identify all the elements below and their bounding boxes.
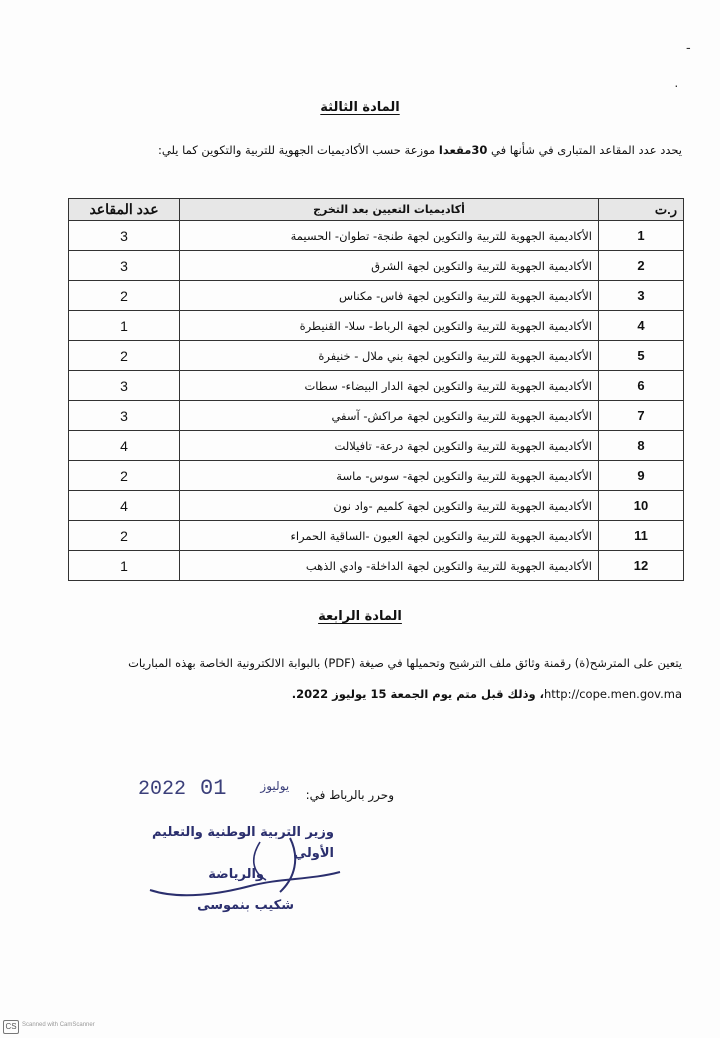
handwritten-signature <box>140 828 350 908</box>
deadline-text: ، وذلك قبل متم يوم الجمعة 15 يوليوز 2022. <box>291 687 544 701</box>
table-header-row <box>69 199 684 221</box>
article-4-line-1: يتعين على المترشح(ة) رقمنة وثائق ملف الترشيح وتحميلها في صيغة (PDF) بالبوابة الالكترونية الخاصة بهذه المباريات <box>128 656 682 670</box>
row-num: 7 <box>599 401 684 431</box>
row-seats: 2 <box>69 521 180 551</box>
table-row <box>69 551 684 581</box>
date-stamp <box>138 776 289 801</box>
header-seats: عدد المقاعد <box>69 199 180 221</box>
row-seats: 3 <box>69 401 180 431</box>
intro-text-end: موزعة حسب الأكاديميات الجهوية للتربية والتكوين كما يلي: <box>158 143 439 157</box>
signatory-title-line-1: وزير التربية الوطنية والتعليم الأولي <box>151 825 334 861</box>
row-academy: الأكاديمية الجهوية للتربية والتكوين لجهة درعة- تافيلالت <box>180 431 599 461</box>
camscanner-logo: CS <box>3 1020 19 1034</box>
place-date-label: وحرر بالرباط في: <box>305 788 394 802</box>
portal-url[interactable]: http://cope.men.gov.ma <box>544 687 682 701</box>
row-num: 3 <box>599 281 684 311</box>
row-academy: الأكاديمية الجهوية للتربية والتكوين لجهة بني ملال - خنيفرة <box>180 341 599 371</box>
row-seats: 2 <box>69 461 180 491</box>
stamp-day: 01 <box>200 776 227 801</box>
row-num: 11 <box>599 521 684 551</box>
table-row <box>69 251 684 281</box>
row-seats: 4 <box>69 491 180 521</box>
row-num: 6 <box>599 371 684 401</box>
signature-stroke <box>280 838 295 892</box>
row-academy: الأكاديمية الجهوية للتربية والتكوين لجهة الرباط- سلا- القنيطرة <box>180 311 599 341</box>
row-num: 1 <box>599 221 684 251</box>
table-row <box>69 491 684 521</box>
row-academy: الأكاديمية الجهوية للتربية والتكوين لجهة الداخلة- وادي الذهب <box>180 551 599 581</box>
row-academy: الأكاديمية الجهوية للتربية والتكوين لجهة الدار البيضاء- سطات <box>180 371 599 401</box>
article-4-line-2 <box>32 687 682 701</box>
row-seats: 1 <box>69 551 180 581</box>
intro-seat-total: 30مقعدا <box>438 143 488 157</box>
row-num: 12 <box>599 551 684 581</box>
signature-stroke <box>150 872 340 895</box>
camscanner-caption: Scanned with CamScanner <box>22 1022 95 1028</box>
row-seats: 4 <box>69 431 180 461</box>
table-row <box>69 521 684 551</box>
table-row <box>69 311 684 341</box>
row-academy: الأكاديمية الجهوية للتربية والتكوين لجهة العيون -الساقية الحمراء <box>180 521 599 551</box>
row-num: 9 <box>599 461 684 491</box>
row-num: 2 <box>599 251 684 281</box>
table-row <box>69 401 684 431</box>
article-3-intro <box>82 143 682 157</box>
corner-mark-mid: · <box>674 77 679 93</box>
header-num: ر.ت <box>599 199 684 221</box>
signatory-name: شكيب بنموسى <box>197 898 294 913</box>
header-academy: أكاديميات التعيين بعد التخرج <box>180 199 599 221</box>
article-3-title: المادة الثالثة <box>320 100 400 115</box>
row-seats: 2 <box>69 281 180 311</box>
row-seats: 1 <box>69 311 180 341</box>
stamp-month: يوليوز <box>260 779 290 793</box>
signature-stroke <box>254 842 266 880</box>
intro-text-start: يحدد عدد المقاعد المتبارى في شأنها في <box>487 143 682 157</box>
row-seats: 3 <box>69 371 180 401</box>
row-academy: الأكاديمية الجهوية للتربية والتكوين لجهة طنجة- تطوان- الحسيمة <box>180 221 599 251</box>
table-row <box>69 431 684 461</box>
row-academy: الأكاديمية الجهوية للتربية والتكوين لجهة كلميم -واد نون <box>180 491 599 521</box>
row-num: 10 <box>599 491 684 521</box>
row-academy: الأكاديمية الجهوية للتربية والتكوين لجهة مراكش- آسفي <box>180 401 599 431</box>
article-4-title: المادة الرابعة <box>318 609 402 624</box>
row-num: 4 <box>599 311 684 341</box>
row-academy: الأكاديمية الجهوية للتربية والتكوين لجهة- سوس- ماسة <box>180 461 599 491</box>
table-row <box>69 461 684 491</box>
table-row <box>69 221 684 251</box>
table-row <box>69 341 684 371</box>
row-num: 5 <box>599 341 684 371</box>
signatory-title-line-2: والرياضة <box>208 867 264 882</box>
row-num: 8 <box>599 431 684 461</box>
row-seats: 3 <box>69 221 180 251</box>
row-academy: الأكاديمية الجهوية للتربية والتكوين لجهة فاس- مكناس <box>180 281 599 311</box>
seats-table <box>68 198 684 581</box>
table-row <box>69 371 684 401</box>
corner-mark-top: - <box>686 39 691 55</box>
row-academy: الأكاديمية الجهوية للتربية والتكوين لجهة الشرق <box>180 251 599 281</box>
table-row <box>69 281 684 311</box>
stamp-year: 2022 <box>138 778 187 801</box>
row-seats: 2 <box>69 341 180 371</box>
row-seats: 3 <box>69 251 180 281</box>
